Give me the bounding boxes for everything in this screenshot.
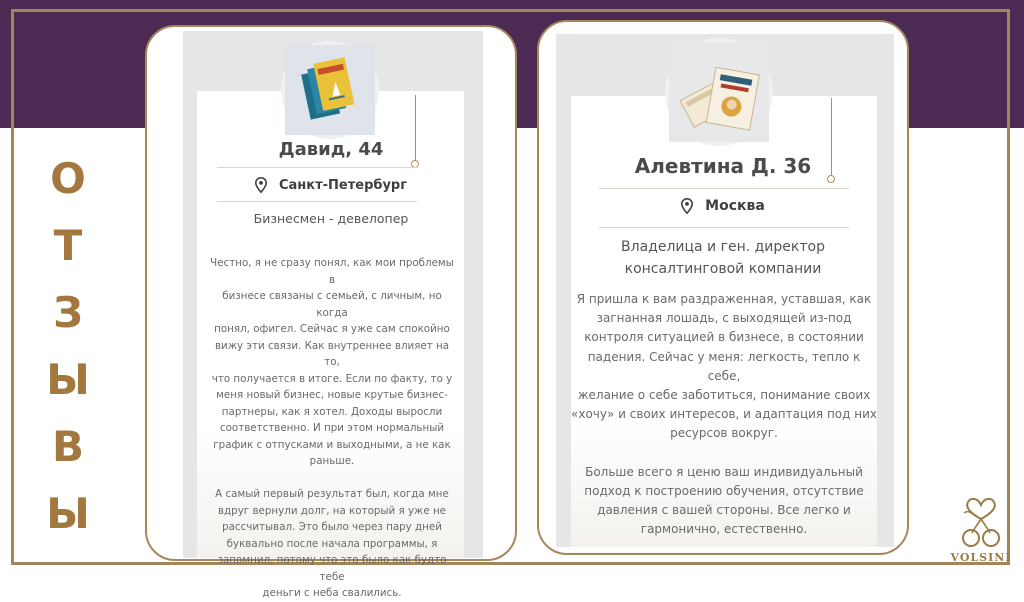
title-letter: Ы bbox=[46, 489, 90, 538]
title-letter: Т bbox=[53, 221, 83, 270]
book-cover-image bbox=[669, 42, 769, 142]
title-letter: О bbox=[50, 154, 86, 203]
reviewer-city bbox=[539, 198, 907, 214]
book-cover-image bbox=[285, 45, 375, 135]
logo-text: VOLSINI bbox=[950, 551, 1012, 564]
vertical-title bbox=[48, 145, 88, 547]
city-label: Санкт-Петербург bbox=[278, 177, 408, 193]
divider bbox=[217, 201, 417, 202]
volsini-logo bbox=[944, 495, 1018, 570]
city-label: Москва bbox=[705, 198, 765, 214]
review-card-alevtina bbox=[537, 20, 909, 555]
review-card-david bbox=[145, 25, 517, 599]
review-text: Я пришла к вам раздраженная, уставшая, как загнанная лошадь, с выходящей из-под контроля ситуацией в бизнесе, в состоянии падения. Сейчас у меня: легкость, тепло к себе, желание о себе заботиться, понимание своих «хочу» и своих интересов, и адаптация под них ресурсов вокруг. Больше всего я ценю ваш индивидуальный подход к построению обучения, отсутствие давления с вашей стороны. Все легко и гармонично, естественно. bbox=[571, 292, 877, 537]
reviewer-city bbox=[147, 177, 515, 193]
reviewer-name: Алевтина Д. 36 bbox=[634, 154, 812, 178]
divider bbox=[217, 167, 417, 168]
review-text: Честно, я не сразу понял, как мои проблемы в бизнесе связаны с семьей, с личным, но когда понял, офигел. Сейчас я уже сам спокойно вижу эти связи. Как внутреннее влияет на то, что получается в итоге. Если по факту, то у меня новый бизнес, новые крутые бизнес- партнеры, как я хотел. Доходы выросли соответственно. И при этом нормальный график с отпусками и выходными, а не как раньше. А самый первый результат был, когда мне вдруг вернули долг, на который я уже не рассчитывал. Это было через пару дней буквально после начала программы, я запомнил, потому что это было как будто тебе деньги с неба свалились. bbox=[210, 257, 454, 599]
divider bbox=[599, 227, 849, 228]
divider bbox=[599, 188, 849, 189]
reviewer-role: Бизнесмен - девелопер bbox=[253, 211, 409, 226]
reviewer-role: Владелица и ген. директор консалтинговой компании bbox=[621, 239, 825, 277]
title-letter: З bbox=[53, 288, 83, 337]
title-letter: В bbox=[51, 422, 84, 471]
map-pin-icon bbox=[681, 198, 693, 214]
map-pin-icon bbox=[255, 177, 267, 193]
reviewer-name: Давид, 44 bbox=[278, 139, 384, 160]
cherries-logo-icon bbox=[944, 495, 1018, 551]
title-letter: Ы bbox=[46, 355, 90, 404]
